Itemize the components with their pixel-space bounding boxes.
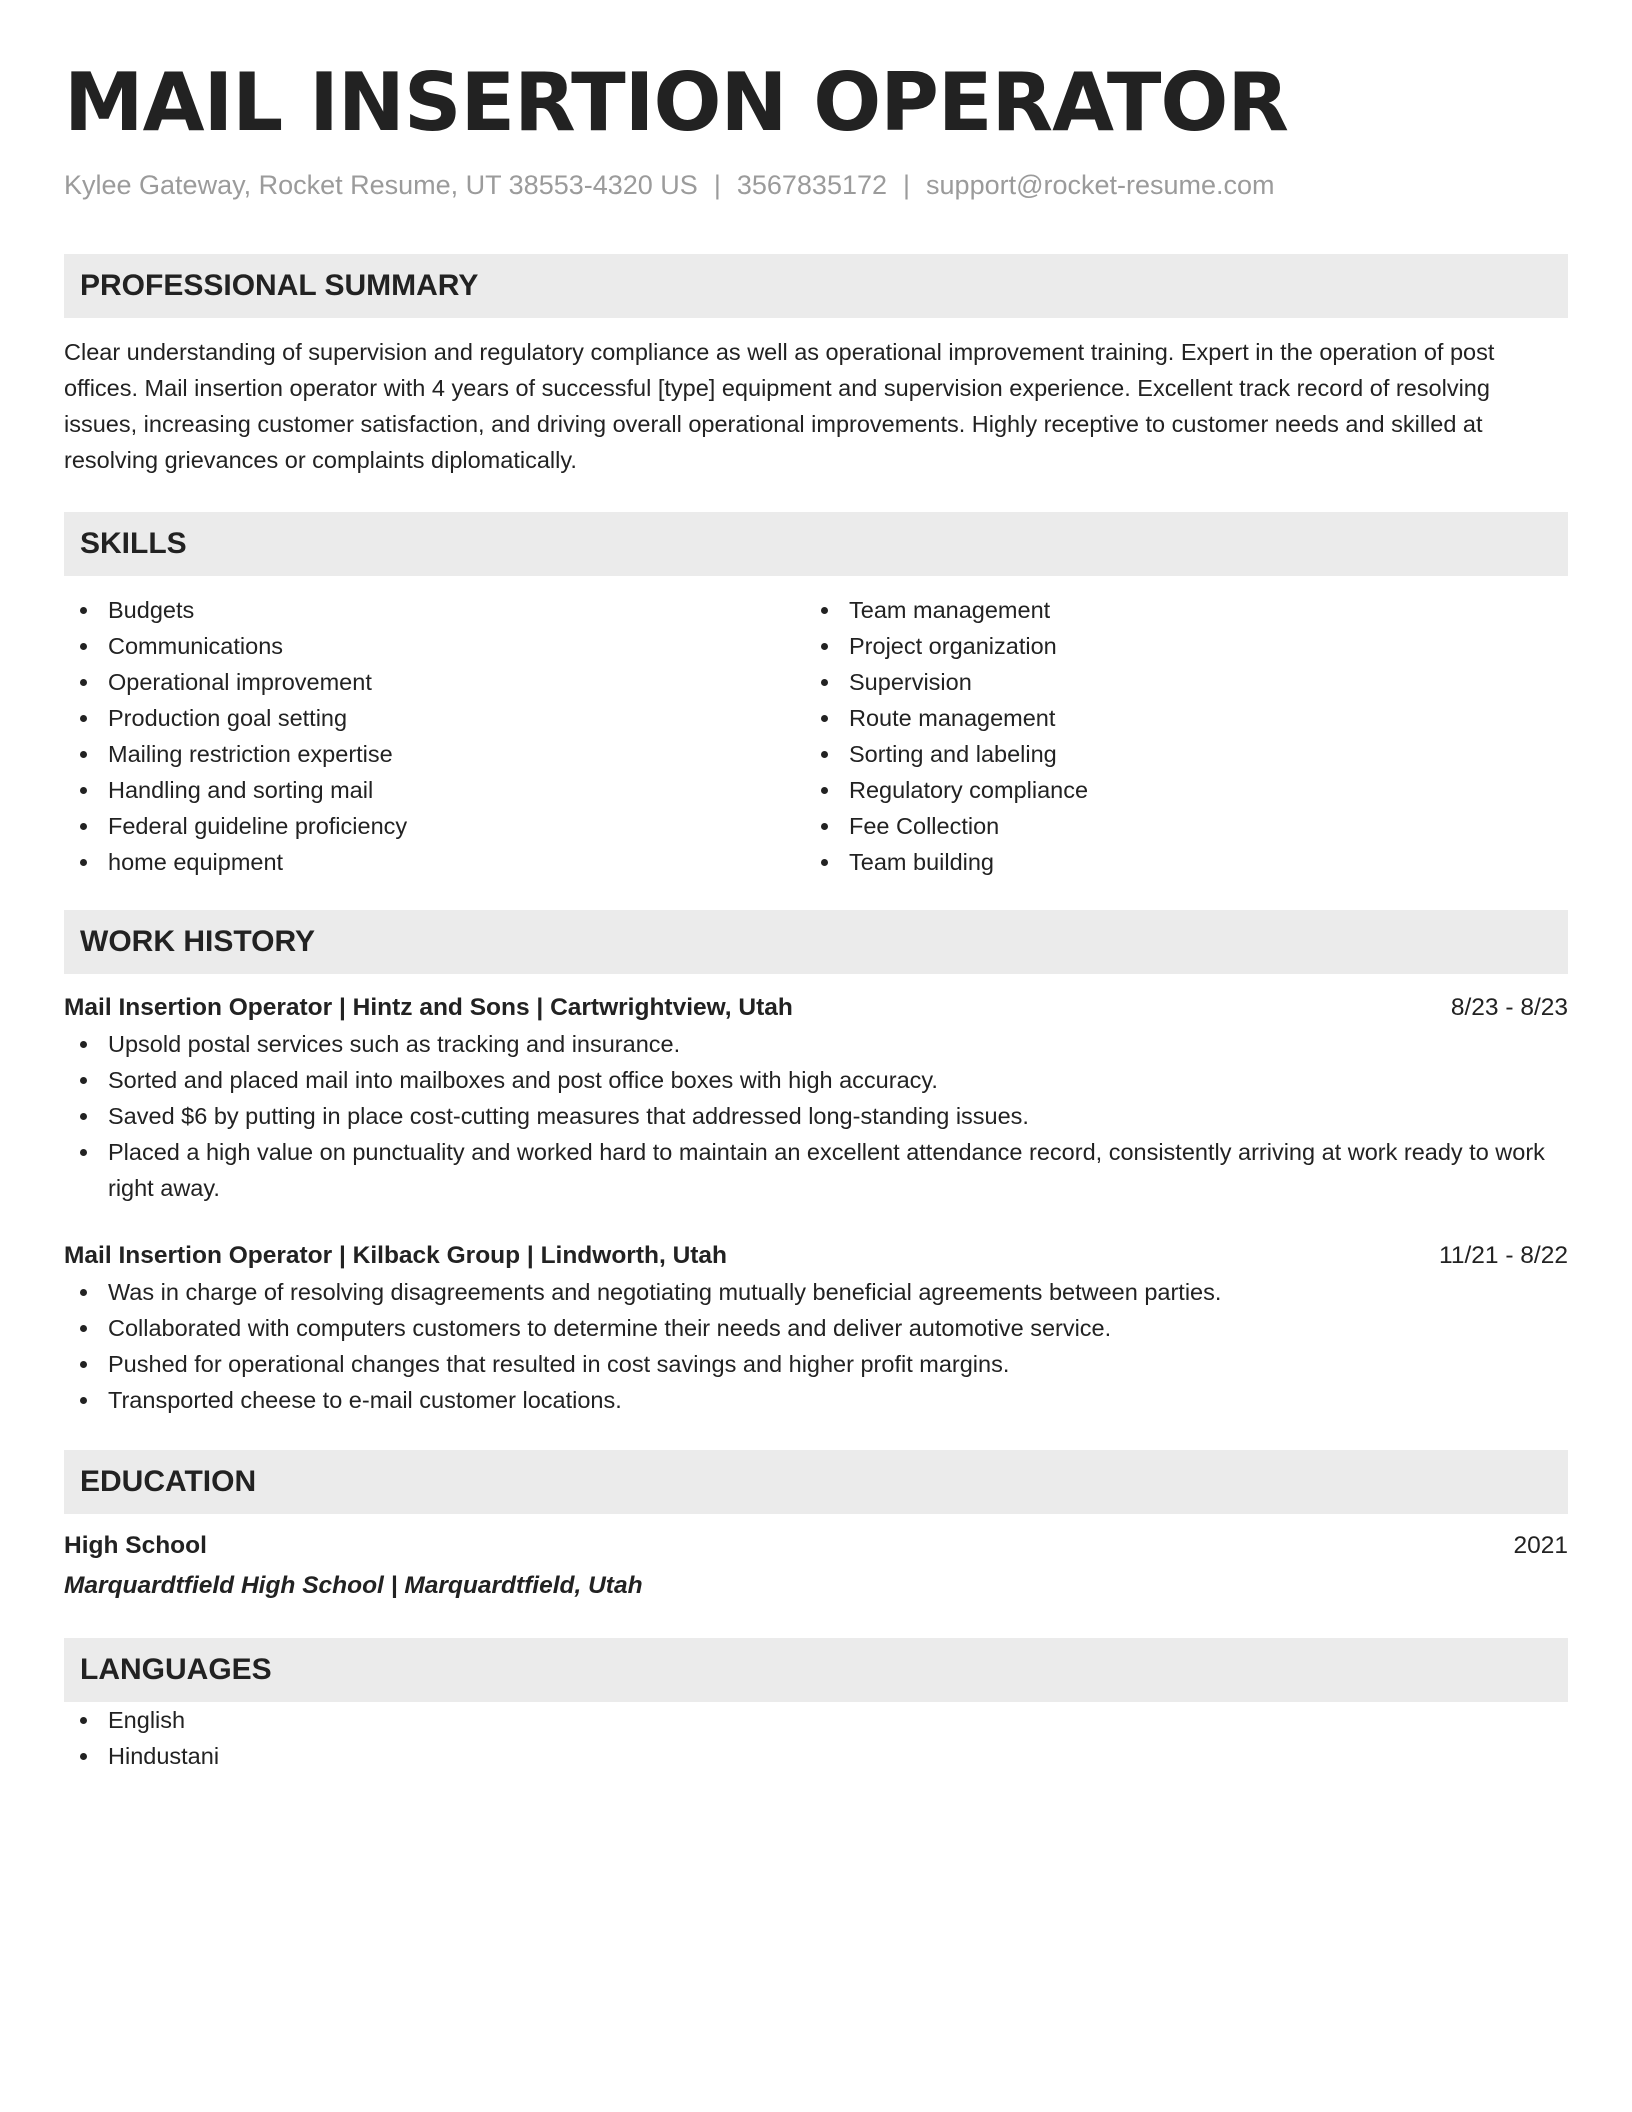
job-duty: Placed a high value on punctuality and worked hard to maintain an excellent attendance record, consistently arriving at work ready to work right away. (64, 1134, 1568, 1206)
job-title: Mail Insertion Operator | Kilback Group | Lindworth, Utah (64, 1242, 728, 1269)
skill-item: Regulatory compliance (805, 772, 1546, 808)
skill-item: Fee Collection (805, 808, 1546, 844)
contact-phone: 3567835172 (736, 170, 888, 200)
education-degree: High School (64, 1532, 207, 1559)
job-header (64, 990, 1568, 1026)
skills-list-left (64, 592, 805, 880)
skill-item: Project organization (805, 628, 1546, 664)
job-dates: 8/23 - 8/23 (1450, 994, 1568, 1021)
section-heading-work-history: WORK HISTORY (64, 910, 1568, 974)
education-year: 2021 (1513, 1532, 1568, 1559)
skills-list-right (805, 592, 1546, 880)
education-school: Marquardtfield High School | Marquardtfield, Utah (64, 1572, 643, 1599)
contact-separator: | (713, 170, 721, 200)
job-title: Mail Insertion Operator | Hintz and Sons | Cartwrightview, Utah (64, 994, 793, 1021)
job-duty: Collaborated with computers customers to determine their needs and deliver automotive service. (64, 1310, 1568, 1346)
skill-item: Handling and sorting mail (64, 772, 805, 808)
section-heading-summary: PROFESSIONAL SUMMARY (64, 254, 1568, 318)
language-item: Hindustani (64, 1738, 1568, 1774)
job-duties (64, 1026, 1568, 1206)
job-duty: Sorted and placed mail into mailboxes and post office boxes with high accuracy. (64, 1062, 1568, 1098)
skill-item: Mailing restriction expertise (64, 736, 805, 772)
job-header (64, 1238, 1568, 1274)
skills-columns (64, 592, 1568, 880)
candidate-name: MAIL INSERTION OPERATOR (64, 56, 1289, 149)
skill-item: Communications (64, 628, 805, 664)
section-heading-languages: LANGUAGES (64, 1638, 1568, 1702)
languages-list (64, 1702, 1568, 1774)
job-duty: Was in charge of resolving disagreements and negotiating mutually beneficial agreements between parties. (64, 1274, 1568, 1310)
skill-item: Budgets (64, 592, 805, 628)
section-heading-skills: SKILLS (64, 512, 1568, 576)
skill-item: Route management (805, 700, 1546, 736)
skill-item: Supervision (805, 664, 1546, 700)
skill-item: Team building (805, 844, 1546, 880)
skill-item: Team management (805, 592, 1546, 628)
contact-separator: | (903, 170, 911, 200)
job-duty: Pushed for operational changes that resulted in cost savings and higher profit margins. (64, 1346, 1568, 1382)
language-item: English (64, 1702, 1568, 1738)
summary-text: Clear understanding of supervision and regulatory compliance as well as operational improvement training. Expert in the operation of post offices. Mail insertion operator with 4 years of successful [type] equipment and supervision experience. Excellent track record of resolving issues, increasing customer satisfaction, and driving overall operational improvements. Highly receptive to customer needs and skilled at resolving grievances or complaints diplomatically. (64, 339, 1495, 473)
skill-item: Operational improvement (64, 664, 805, 700)
contact-email: support@rocket-resume.com (926, 170, 1275, 200)
education-header (64, 1528, 1568, 1564)
job-duties (64, 1274, 1568, 1418)
skill-item: Production goal setting (64, 700, 805, 736)
job-duty: Transported cheese to e-mail customer locations. (64, 1382, 1568, 1418)
contact-line (64, 168, 1568, 202)
contact-address: Kylee Gateway, Rocket Resume, UT 38553-4320 US (64, 170, 698, 200)
job-duty: Saved $6 by putting in place cost-cutting measures that addressed long-standing issues. (64, 1098, 1568, 1134)
job-duty: Upsold postal services such as tracking and insurance. (64, 1026, 1568, 1062)
skill-item: Sorting and labeling (805, 736, 1546, 772)
skill-item: Federal guideline proficiency (64, 808, 805, 844)
job-dates: 11/21 - 8/22 (1439, 1242, 1568, 1269)
skill-item: home equipment (64, 844, 805, 880)
section-heading-education: EDUCATION (64, 1450, 1568, 1514)
